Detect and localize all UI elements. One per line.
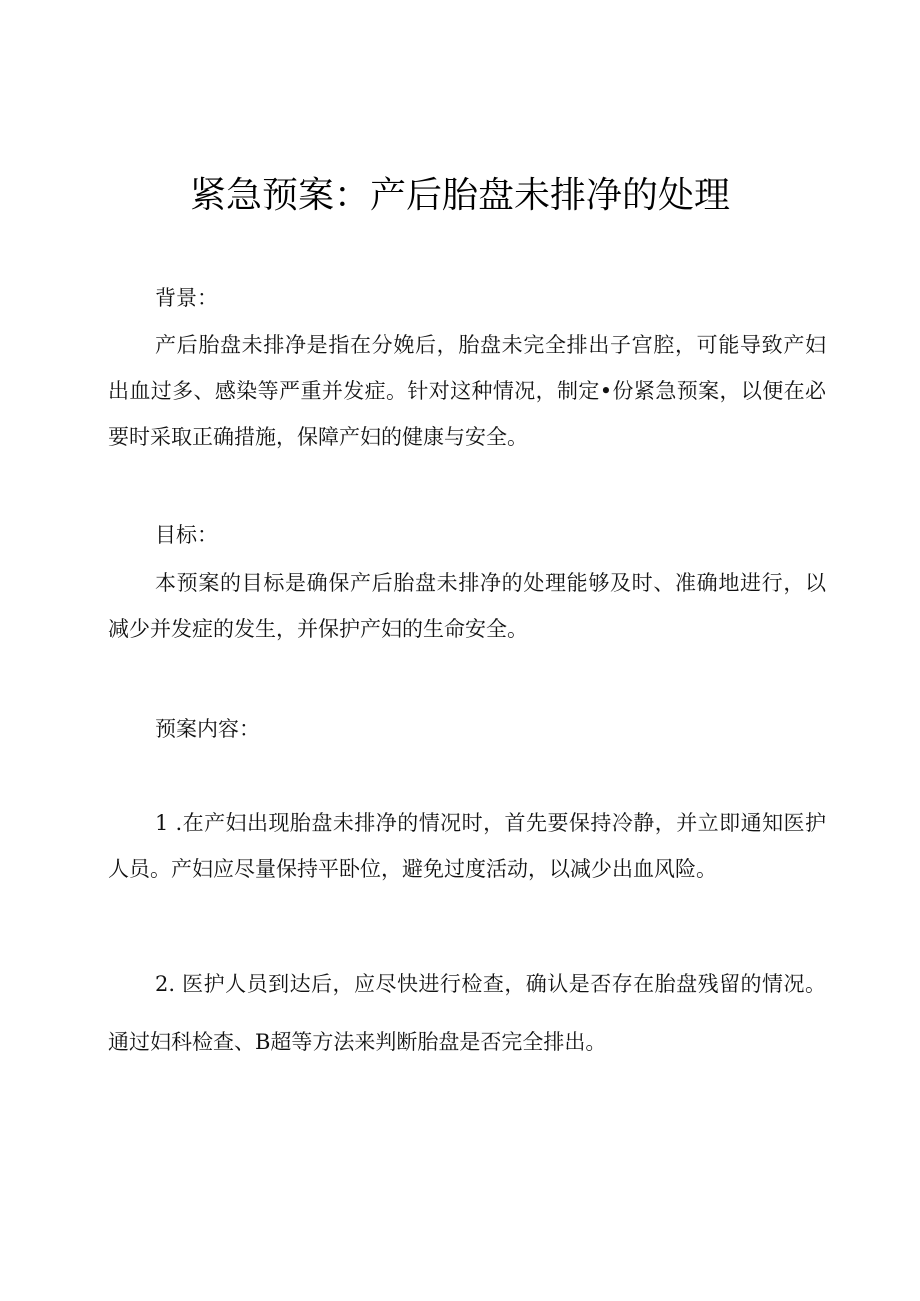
content-item-text: 1 .在产妇出现胎盘未排净的情况时，首先要保持冷静，并立即通知医护人员。产妇应尽量保持平卧位，避免过度活动，以减少出血风险。 [108, 811, 826, 881]
background-heading: 背景： [155, 286, 218, 310]
content-item-2 [108, 955, 826, 1071]
background-text: 产后胎盘未排净是指在分娩后，胎盘未完全排出子宫腔，可能导致产妇出血过多、感染等严重并发症。针对这种情况，制定•份紧急预案，以便在必要时采取正确措施，保障产妇的健康与安全。 [108, 333, 826, 449]
goal-heading: 目标： [155, 523, 218, 547]
document-title: 紧急预案：产后胎盘未排净的处理 [189, 175, 730, 216]
background-paragraph [108, 322, 826, 460]
goal-paragraph [108, 560, 826, 652]
content-item-text: 2. 医护人员到达后，应尽快进行检查，确认是否存在胎盘残留的情况。通过妇科检查、B超等方法来判断胎盘是否完全排出。 [108, 972, 826, 1054]
content-heading: 预案内容： [155, 717, 260, 741]
goal-text: 本预案的目标是确保产后胎盘未排净的处理能够及时、准确地进行，以减少并发症的发生，并保护产妇的生命安全。 [108, 571, 826, 641]
content-item-1 [108, 800, 826, 892]
